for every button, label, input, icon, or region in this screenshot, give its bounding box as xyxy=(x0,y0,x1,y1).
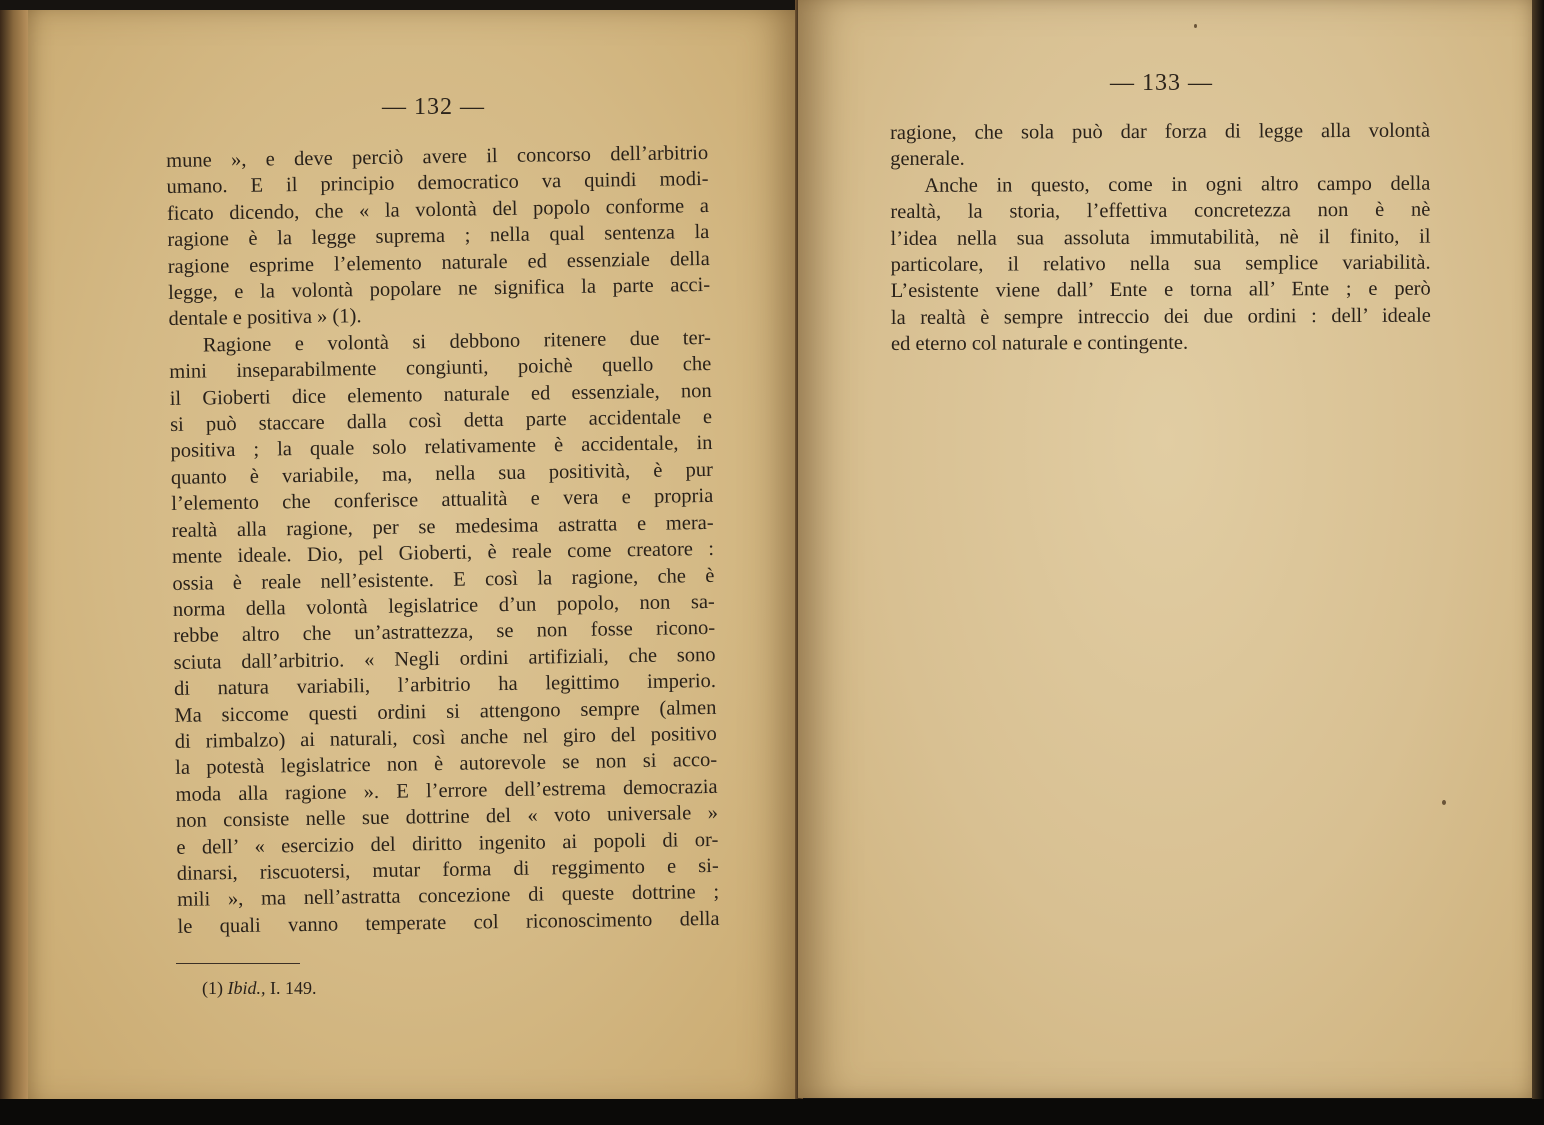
right-page xyxy=(798,0,1534,1098)
text-line: ficato dicendo, che « la volontà del popolo conforme a xyxy=(166,194,710,225)
text-line: norma della volontà legislatrice d’un popolo, non sa- xyxy=(172,590,715,621)
footnote-rule xyxy=(176,963,300,964)
text-line: positiva ; la quale solo relativamente è accidentale, in xyxy=(170,432,713,463)
footnote-marker: (1) xyxy=(202,978,223,998)
text-line: rebbe altro che un’astrattezza, se non fosse ricono- xyxy=(173,617,716,648)
text-line: di natura variabili, l’arbitrio ha legittimo imperio. xyxy=(173,670,717,701)
text-line: generale. xyxy=(890,148,965,171)
text-line: ragione è la legge suprema ; nella qual sentenza la xyxy=(167,221,710,252)
text-line: ed eterno col naturale e contingente. xyxy=(890,331,1189,356)
text-line: mente ideale. Dio, pel Gioberti, è reale come creatore : xyxy=(171,538,715,569)
page-number-left: — 132 — xyxy=(382,94,485,120)
text-line: la potestà legislatrice non è autorevole se non si acco- xyxy=(175,749,718,780)
text-line: il Gioberti dice elemento naturale ed essenziale, non xyxy=(169,379,712,410)
page-number-right: — 133 — xyxy=(1110,70,1213,96)
scan-background xyxy=(0,1099,1544,1125)
text-line: ragione, che sola può dar forza di legge alla volontà xyxy=(890,119,1431,144)
text-line: Ragione e volontà si debbono ritenere due ter- xyxy=(202,326,712,357)
text-line: moda alla ragione ». E l’errore dell’estrema democrazia xyxy=(175,775,718,806)
text-line: quanto è variabile, ma, nella sua positività, è pur xyxy=(170,458,713,489)
text-line: Anche in questo, come in ogni altro campo della xyxy=(924,172,1431,197)
footnote-ref: I. 149. xyxy=(270,978,317,998)
text-line: dentale e positiva » (1). xyxy=(168,305,362,331)
text-line: l’elemento che conferisce attualità e vera e propria xyxy=(171,485,714,516)
text-line: ragione esprime l’elemento naturale ed essenziale della xyxy=(167,247,710,278)
paper-speck xyxy=(1442,800,1446,805)
text-line: mili », ma nell’astratta concezione di queste dottrine ; xyxy=(176,881,720,912)
paper-speck xyxy=(1194,24,1197,28)
text-line: di rimbalzo) ai naturali, così anche nel giro del positivo xyxy=(174,722,717,753)
footnote xyxy=(202,978,317,999)
text-line: Ma siccome questi ordini si attengono sempre (almen xyxy=(174,696,717,727)
right-page-text xyxy=(890,118,1431,358)
text-line: non consiste nelle sue dottrine del « voto universale » xyxy=(175,802,719,833)
text-line: l’idea nella sua assoluta immutabilità, nè il finito, il xyxy=(890,225,1431,250)
text-line: legge, e la volontà popolare ne significa la parte acci- xyxy=(167,273,711,305)
text-line: mini inseparabilmente congiunti, poichè quello che xyxy=(169,353,712,384)
text-line: realtà, la storia, l’effettiva concretezza non è nè xyxy=(890,198,1431,224)
footnote-source: Ibid., xyxy=(227,978,266,998)
text-line: e dell’ « esercizio del diritto ingenito ai popoli di or- xyxy=(176,828,719,859)
text-line: particolare, il relativo nella sua semplice variabilità. xyxy=(890,251,1431,277)
text-line: umano. E il principio democratico va quindi modi- xyxy=(166,168,709,199)
text-line: le quali vanno temperate col riconoscimento della xyxy=(177,907,720,938)
text-line: dinarsi, riscuotersi, mutar forma di reggimento e si- xyxy=(176,854,719,885)
text-line: si può staccare dalla così detta parte accidentale e xyxy=(169,405,713,437)
text-line: la realtà è sempre intreccio dei due ordini : dell’ ideale xyxy=(890,304,1431,329)
text-line: ossia è reale nell’esistente. E così la ragione, che è xyxy=(172,564,715,595)
text-line: L’esistente viene dall’ Ente e torna all’ Ente ; e però xyxy=(890,278,1431,303)
text-line: realtà alla ragione, per se medesima astratta e mera- xyxy=(171,511,714,542)
book-edge-right xyxy=(1532,0,1544,1100)
left-page-text xyxy=(166,140,720,940)
text-line: mune », e deve perciò avere il concorso dell’arbitrio xyxy=(166,141,709,172)
text-line: sciuta dall’arbitrio. « Negli ordini artifiziali, che sono xyxy=(173,643,716,674)
left-page xyxy=(28,10,798,1105)
